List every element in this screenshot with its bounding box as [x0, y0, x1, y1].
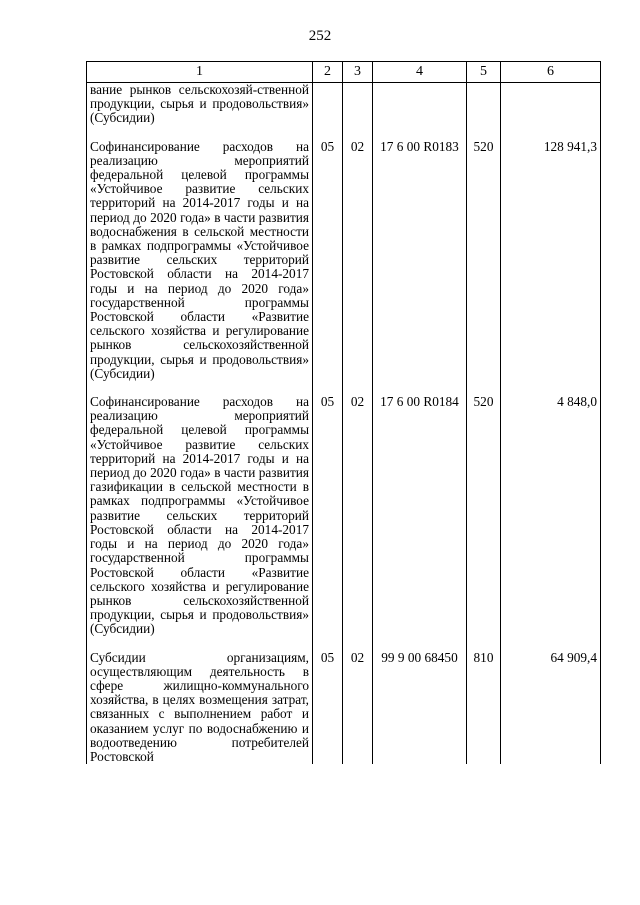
- row-description: Софинансирование расходов на реализацию мероприятий федеральной целевой программы «Устойчивое развитие сельских территорий на 2014-2017 годы и на период до 2020 года» в части развития водоснабжения в сельской местности в рамках подпрограммы «Устойчивое развитие сельских территорий Ростовской области на 2014-2017 годы и на период до 2020 года» государственной программы Ростовской области «Развитие сельского хозяйства и регулирование рынков сельскохозяйственной продукции, сырья и продовольствия» (Субсидии): [87, 140, 313, 381]
- row-expense-type: [467, 83, 501, 126]
- row-section: [313, 83, 343, 126]
- row-spacer: [87, 637, 601, 651]
- table-row: [87, 651, 601, 765]
- row-expense-type: 520: [467, 140, 501, 381]
- row-section: 05: [313, 140, 343, 381]
- row-subsection: 02: [343, 140, 373, 381]
- row-spacer: [87, 126, 601, 140]
- row-description: Софинансирование расходов на реализацию мероприятий федеральной целевой программы «Устойчивое развитие сельских территорий на 2014-2017 годы и на период до 2020 года» в части развития газификации в сельской местности в рамках подпрограммы «Устойчивое развитие сельских территорий Ростовской области на 2014-2017 годы и на период до 2020 года» государственной программы Ростовской области «Развитие сельского хозяйства и регулирование рынков сельскохозяйственной продукции, сырья и продовольствия» (Субсидии): [87, 395, 313, 636]
- row-subsection: 02: [343, 395, 373, 636]
- column-header: 5: [467, 62, 501, 83]
- table-header-row: [87, 62, 601, 83]
- row-expense-type: 520: [467, 395, 501, 636]
- budget-table: [86, 61, 601, 764]
- row-target-code: 17 6 00 R0184: [373, 395, 467, 636]
- row-amount: 4 848,0: [501, 395, 601, 636]
- row-spacer: [87, 381, 601, 395]
- column-header: 4: [373, 62, 467, 83]
- row-description: вание рынков сельскохозяй-ственной продукции, сырья и продовольствия» (Субсидии): [87, 83, 313, 126]
- row-amount: 128 941,3: [501, 140, 601, 381]
- row-amount: [501, 83, 601, 126]
- row-target-code: [373, 83, 467, 126]
- column-header: 3: [343, 62, 373, 83]
- row-description: Субсидии организациям, осуществляющим деятельность в сфере жилищно-коммунального хозяйства, в целях возмещения затрат, связанных с выполнением работ и оказанием услуг по водоснабжению и водоотведению потребителей Ростовской: [87, 651, 313, 765]
- row-amount: 64 909,4: [501, 651, 601, 765]
- table-row: [87, 395, 601, 636]
- page-number: 252: [308, 28, 332, 44]
- row-target-code: 17 6 00 R0183: [373, 140, 467, 381]
- row-section: 05: [313, 395, 343, 636]
- table-row: [87, 140, 601, 381]
- column-header: 2: [313, 62, 343, 83]
- row-target-code: 99 9 00 68450: [373, 651, 467, 765]
- row-section: 05: [313, 651, 343, 765]
- table-row: [87, 83, 601, 126]
- column-header: 1: [87, 62, 313, 83]
- column-header: 6: [501, 62, 601, 83]
- row-subsection: 02: [343, 651, 373, 765]
- row-subsection: [343, 83, 373, 126]
- row-expense-type: 810: [467, 651, 501, 765]
